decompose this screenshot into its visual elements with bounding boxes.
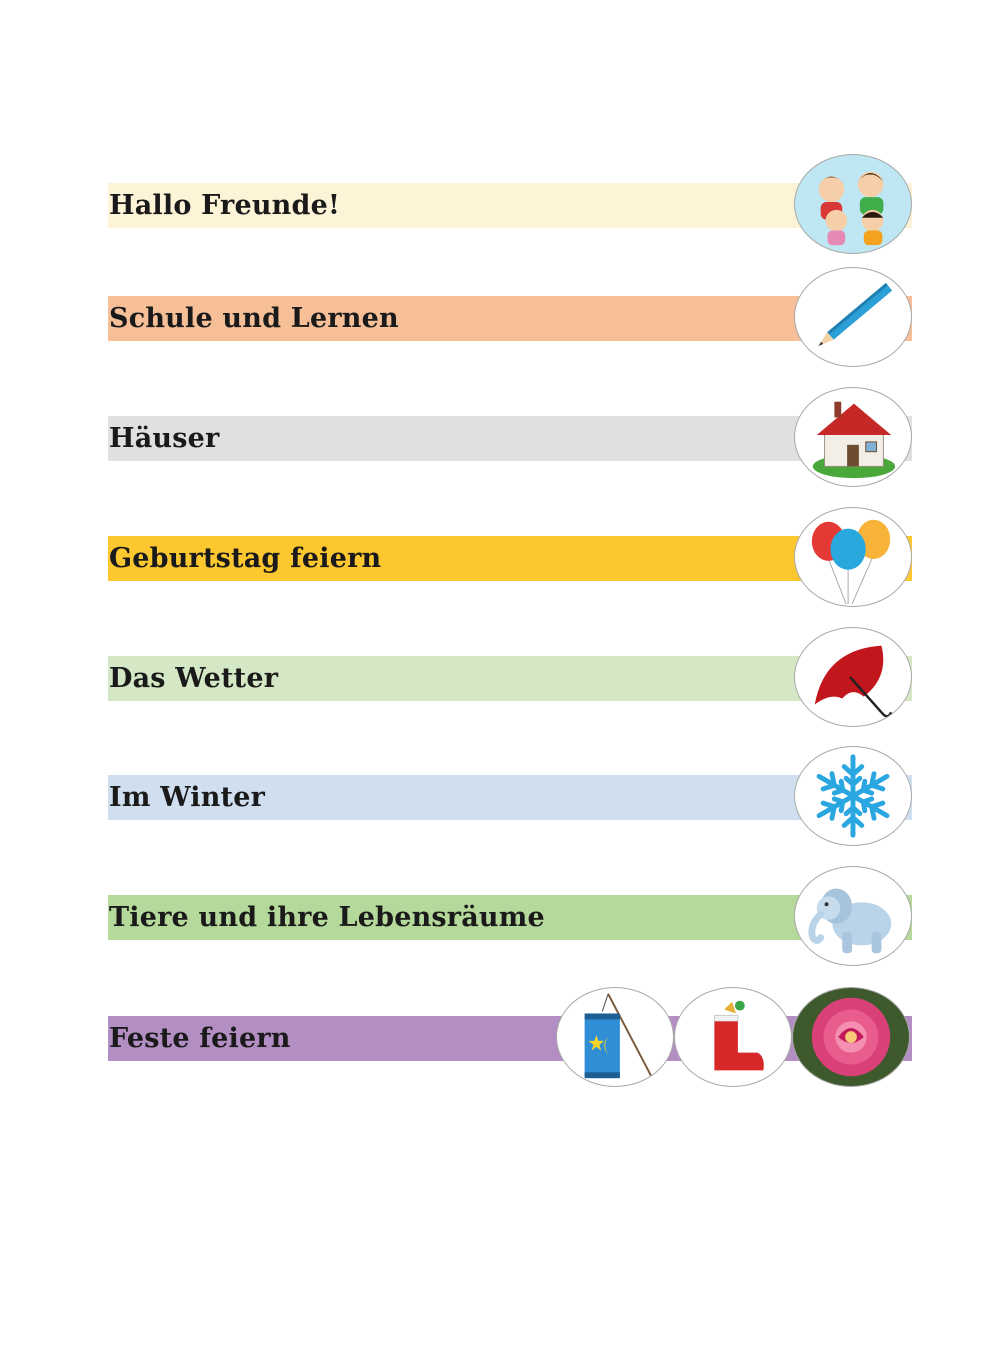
chapter-row-6 xyxy=(108,732,912,862)
chapter-title: Geburtstag feiern xyxy=(109,543,382,574)
rose-icon xyxy=(792,987,910,1087)
chapter-band xyxy=(108,536,912,581)
chapter-title: Schule und Lernen xyxy=(109,303,399,334)
chapter-title: Feste feiern xyxy=(109,1023,291,1054)
chapter-row-8 xyxy=(108,973,912,1103)
chapter-title: Das Wetter xyxy=(109,663,279,694)
chapter-title: Häuser xyxy=(109,423,220,454)
chapter-band xyxy=(108,416,912,461)
children-icon xyxy=(794,154,912,254)
chapter-row-2 xyxy=(108,253,912,383)
umbrella-icon xyxy=(794,627,912,727)
chapter-band xyxy=(108,183,912,228)
chapter-row-4 xyxy=(108,493,912,623)
lantern-icon xyxy=(556,987,674,1087)
chapter-band xyxy=(108,775,912,820)
balloons-icon xyxy=(794,507,912,607)
chapter-row-7 xyxy=(108,852,912,982)
chapter-band xyxy=(108,656,912,701)
house-icon xyxy=(794,387,912,487)
chapter-row-1 xyxy=(108,140,912,270)
chapter-title: Hallo Freunde! xyxy=(109,190,340,221)
chapter-band xyxy=(108,895,912,940)
chapter-title: Tiere und ihre Lebensräume xyxy=(109,902,545,933)
elephant-icon xyxy=(794,866,912,966)
pencil-icon xyxy=(794,267,912,367)
chapter-band xyxy=(108,296,912,341)
chapter-row-3 xyxy=(108,373,912,503)
snowflake-icon xyxy=(794,746,912,846)
chapter-title: Im Winter xyxy=(109,782,266,813)
chapter-row-5 xyxy=(108,613,912,743)
boot-icon xyxy=(674,987,792,1087)
